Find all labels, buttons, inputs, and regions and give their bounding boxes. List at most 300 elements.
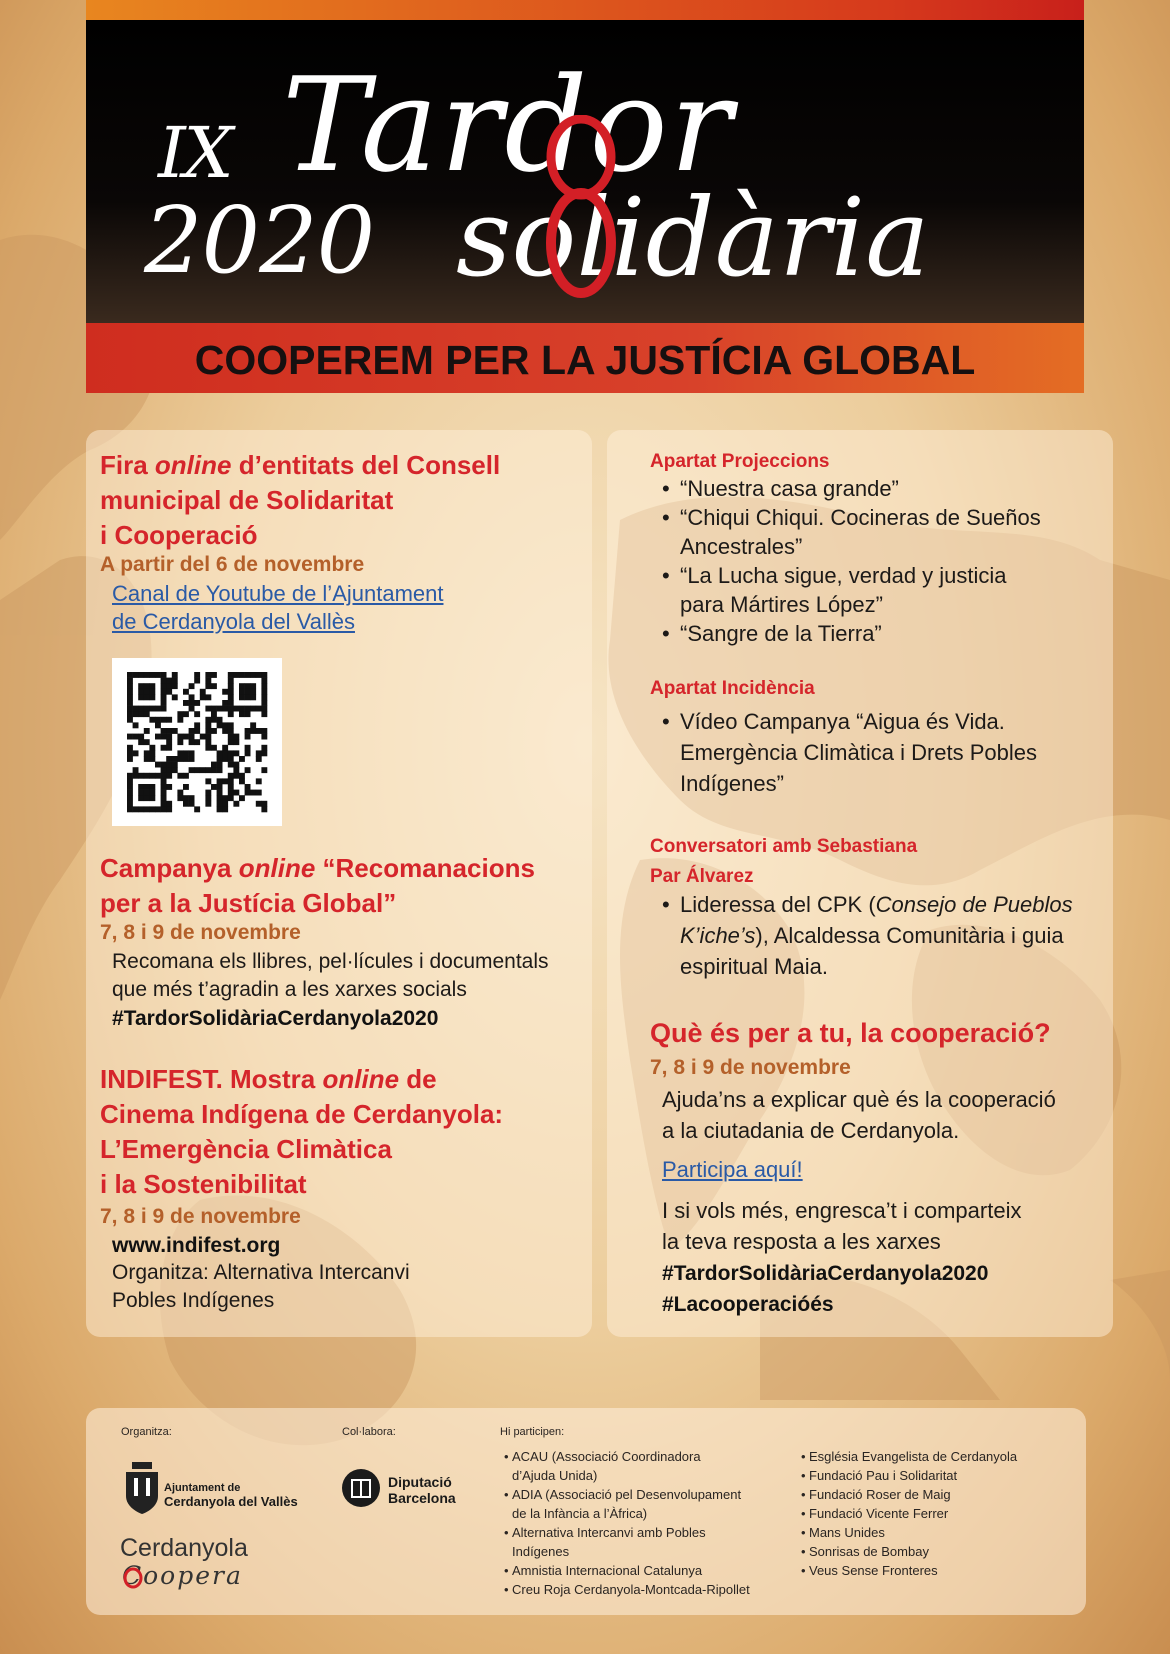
- campanya-text: [112, 948, 549, 1004]
- qr-module: [166, 689, 172, 695]
- qr-module: [172, 762, 178, 768]
- qr-module: [211, 762, 217, 768]
- qr-module: [138, 683, 144, 689]
- conversatori-italic: K’iche’s: [680, 923, 756, 948]
- qr-module: [261, 711, 267, 717]
- qr-module: [239, 672, 245, 678]
- qr-module: [149, 689, 155, 695]
- campanya-title: [100, 851, 535, 921]
- qr-module: [144, 750, 150, 756]
- edition-number: IX: [158, 112, 232, 194]
- conversatori-text: ), Alcaldessa Comunitària i guia: [755, 923, 1064, 948]
- qr-module: [127, 784, 133, 790]
- qr-module: [166, 683, 172, 689]
- qr-module: [172, 728, 178, 734]
- qr-module: [133, 706, 139, 712]
- title-word-solidaria: solidària: [456, 176, 930, 301]
- qr-module: [149, 706, 155, 712]
- qr-module: [149, 784, 155, 790]
- qr-module: [166, 728, 172, 734]
- qr-module: [245, 734, 251, 740]
- campanya-title-part: “Recomanacions: [315, 853, 535, 883]
- qr-module: [183, 711, 189, 717]
- qr-module: [149, 790, 155, 796]
- qr-module: [149, 694, 155, 700]
- qr-module: [200, 689, 206, 695]
- qr-module: [149, 672, 155, 678]
- qr-module: [222, 745, 228, 751]
- qr-module: [166, 806, 172, 812]
- indifest-title-line: L’Emergència Climàtica: [100, 1134, 392, 1164]
- ajuntament-crest-icon: [124, 1462, 160, 1516]
- qr-module: [228, 762, 234, 768]
- qr-module: [127, 717, 133, 723]
- qr-module: [205, 778, 211, 784]
- qr-module: [239, 778, 245, 784]
- incidencia-line: Indígenes”: [680, 771, 784, 796]
- qr-module: [149, 795, 155, 801]
- qr-module: [155, 773, 161, 779]
- qr-module: [161, 778, 167, 784]
- projeccio-item: [662, 503, 1041, 561]
- qr-module: [127, 700, 133, 706]
- qr-module: [183, 784, 189, 790]
- qr-module: [245, 790, 251, 796]
- qr-module: [233, 790, 239, 796]
- indifest-title-part: de: [399, 1064, 437, 1094]
- qr-module: [250, 689, 256, 695]
- qr-module: [217, 706, 223, 712]
- participant-item: de la Infància a l’Àfrica): [512, 1506, 648, 1521]
- qr-module: [228, 683, 234, 689]
- qr-module: [239, 706, 245, 712]
- participant-item: • Veus Sense Fronteres: [801, 1561, 1017, 1580]
- qr-module: [233, 773, 239, 779]
- qr-module: [161, 694, 167, 700]
- incidencia-line: Emergència Climàtica i Drets Pobles: [680, 740, 1038, 765]
- qr-module: [211, 784, 217, 790]
- qr-module: [217, 806, 223, 812]
- diputacio-emblem-icon: [341, 1468, 381, 1508]
- qr-module: [144, 806, 150, 812]
- qr-module: [194, 728, 200, 734]
- qr-module: [239, 683, 245, 689]
- qr-module: [189, 767, 195, 773]
- qr-module: [138, 739, 144, 745]
- cooperacio-hashtags: [662, 1258, 988, 1320]
- qr-module: [245, 672, 251, 678]
- qr-module: [189, 694, 195, 700]
- participa-link[interactable]: Participa aquí!: [662, 1157, 803, 1182]
- qr-module: [256, 672, 262, 678]
- cooperacio-text-line: Ajuda’ns a explicar què és la cooperació: [662, 1087, 1056, 1112]
- qr-module: [189, 734, 195, 740]
- qr-module: [250, 706, 256, 712]
- projeccio-line: “Chiqui Chiqui. Cocineras de Sueños: [680, 505, 1041, 530]
- qr-module: [205, 683, 211, 689]
- qr-module: [245, 728, 251, 734]
- participant-item: • Església Evangelista de Cerdanyola: [801, 1447, 1017, 1466]
- conversatori-italic: Consejo de Pueblos: [875, 892, 1073, 917]
- qr-module: [127, 683, 133, 689]
- conversatori-heading-line: Par Álvarez: [650, 866, 754, 887]
- qr-module: [261, 706, 267, 712]
- organizer-line: Pobles Indígenes: [112, 1289, 275, 1312]
- participants-column-1: [504, 1447, 750, 1599]
- qr-module: [211, 767, 217, 773]
- projeccio-line: para Mártires López”: [680, 592, 883, 617]
- qr-module: [261, 750, 267, 756]
- qr-module: [256, 750, 262, 756]
- incidencia-heading: Apartat Incidència: [650, 678, 815, 699]
- participant-item: d’Ajuda Unida): [512, 1468, 598, 1483]
- qr-module: [155, 672, 161, 678]
- qr-module: [183, 773, 189, 779]
- coopera-line1: Cerdanyola: [120, 1534, 248, 1562]
- qr-module: [166, 678, 172, 684]
- qr-module: [205, 694, 211, 700]
- qr-module: [138, 734, 144, 740]
- qr-module: [127, 750, 133, 756]
- qr-module: [127, 711, 133, 717]
- coopera-rings-icon: [120, 1562, 156, 1592]
- qr-module: [205, 790, 211, 796]
- qr-module: [233, 672, 239, 678]
- qr-module: [194, 672, 200, 678]
- diputacio-logo-text: [388, 1474, 456, 1506]
- qr-module: [144, 756, 150, 762]
- qr-module: [149, 745, 155, 751]
- qr-module: [261, 700, 267, 706]
- qr-module: [194, 806, 200, 812]
- qr-module: [161, 672, 167, 678]
- qr-module: [183, 734, 189, 740]
- slogan-banner: [86, 323, 1084, 393]
- qr-module: [189, 728, 195, 734]
- qr-module: [155, 717, 161, 723]
- conversatori-heading: [650, 832, 917, 892]
- qr-module: [189, 750, 195, 756]
- qr-module: [261, 734, 267, 740]
- qr-module: [161, 734, 167, 740]
- qr-module: [166, 801, 172, 807]
- qr-module: [211, 683, 217, 689]
- qr-module: [161, 678, 167, 684]
- qr-module: [228, 711, 234, 717]
- qr-module: [222, 706, 228, 712]
- qr-module: [138, 706, 144, 712]
- qr-code[interactable]: [112, 658, 282, 826]
- qr-module: [189, 706, 195, 712]
- qr-module: [161, 784, 167, 790]
- qr-code-image: [112, 658, 282, 826]
- qr-module: [211, 711, 217, 717]
- qr-module: [144, 773, 150, 779]
- qr-module: [138, 795, 144, 801]
- participant-item: • Creu Roja Cerdanyola-Montcada-Ripollet: [504, 1580, 750, 1599]
- qr-module: [127, 756, 133, 762]
- qr-module: [172, 767, 178, 773]
- qr-module: [211, 706, 217, 712]
- qr-module: [166, 745, 172, 751]
- fira-title-line: i Cooperació: [100, 520, 258, 550]
- qr-module: [127, 773, 133, 779]
- qr-module: [233, 739, 239, 745]
- qr-module: [245, 711, 251, 717]
- qr-module: [228, 700, 234, 706]
- participant-item: • Fundació Roser de Maig: [801, 1485, 1017, 1504]
- qr-module: [133, 672, 139, 678]
- qr-module: [144, 683, 150, 689]
- qr-module: [172, 672, 178, 678]
- qr-module: [205, 739, 211, 745]
- qr-module: [161, 767, 167, 773]
- campanya-hashtag: #TardorSolidàriaCerdanyola2020: [112, 1007, 439, 1030]
- qr-module: [205, 767, 211, 773]
- organitza-label: Organitza:: [121, 1426, 172, 1438]
- qr-module: [161, 689, 167, 695]
- qr-module: [144, 694, 150, 700]
- qr-module: [177, 717, 183, 723]
- participant-item: • ACAU (Associació Coordinadora: [504, 1447, 750, 1466]
- participant-item: • Alternativa Intercanvi amb Pobles: [504, 1523, 750, 1542]
- qr-module: [161, 717, 167, 723]
- qr-module: [228, 678, 234, 684]
- qr-module: [200, 767, 206, 773]
- qr-module: [250, 694, 256, 700]
- qr-module: [228, 784, 234, 790]
- qr-module: [144, 711, 150, 717]
- qr-module: [205, 722, 211, 728]
- qr-module: [205, 678, 211, 684]
- qr-module: [155, 734, 161, 740]
- organizer-line: Organitza: Alternativa Intercanvi: [112, 1261, 410, 1284]
- qr-module: [245, 750, 251, 756]
- campanya-title-part: Campanya: [100, 853, 239, 883]
- qr-module: [228, 778, 234, 784]
- qr-module: [133, 750, 139, 756]
- qr-module: [233, 734, 239, 740]
- qr-module: [256, 706, 262, 712]
- qr-module: [261, 767, 267, 773]
- qr-module: [233, 801, 239, 807]
- title-year: 2020: [144, 187, 375, 294]
- qr-module: [177, 734, 183, 740]
- participant-item: Indígenes: [512, 1544, 570, 1559]
- qr-module: [228, 773, 234, 779]
- qr-module: [161, 795, 167, 801]
- qr-module: [228, 790, 234, 796]
- qr-module: [161, 762, 167, 768]
- qr-module: [194, 739, 200, 745]
- qr-module: [155, 762, 161, 768]
- fira-title-part: d’entitats del Consell: [231, 450, 501, 480]
- qr-module: [217, 784, 223, 790]
- participen-label: Hi participen:: [500, 1426, 565, 1438]
- qr-module: [211, 672, 217, 678]
- projeccio-line: Ancestrales”: [680, 534, 803, 559]
- qr-module: [127, 734, 133, 740]
- qr-module: [127, 745, 133, 751]
- diputacio-line: Barcelona: [388, 1490, 456, 1506]
- qr-module: [233, 750, 239, 756]
- qr-module: [222, 689, 228, 695]
- fira-date: A partir del 6 de novembre: [100, 553, 365, 576]
- qr-module: [222, 806, 228, 812]
- campanya-title-line: per a la Justícia Global”: [100, 888, 397, 918]
- qr-module: [183, 801, 189, 807]
- qr-module: [217, 756, 223, 762]
- qr-module: [161, 806, 167, 812]
- qr-module: [155, 722, 161, 728]
- qr-module: [261, 694, 267, 700]
- qr-module: [166, 784, 172, 790]
- qr-module: [161, 745, 167, 751]
- qr-module: [245, 706, 251, 712]
- qr-module: [239, 795, 245, 801]
- qr-module: [161, 683, 167, 689]
- qr-module: [222, 778, 228, 784]
- qr-module: [233, 706, 239, 712]
- qr-module: [144, 795, 150, 801]
- qr-module: [245, 694, 251, 700]
- campanya-date: 7, 8 i 9 de novembre: [100, 921, 301, 944]
- qr-module: [189, 700, 195, 706]
- qr-module: [166, 739, 172, 745]
- participant-item: • Amnistia Internacional Catalunya: [504, 1561, 750, 1580]
- qr-module: [161, 706, 167, 712]
- qr-module: [172, 756, 178, 762]
- header-title-block: [86, 20, 1084, 323]
- title-word-tardor: Tardor: [282, 49, 734, 201]
- conversatori-text: Lideressa del CPK (: [680, 892, 876, 917]
- fira-title-online: online: [154, 450, 232, 480]
- qr-module: [155, 806, 161, 812]
- participant-item: • ADIA (Associació pel Desenvolupament: [504, 1485, 750, 1504]
- indifest-title-line: Cinema Indígena de Cerdanyola:: [100, 1099, 504, 1129]
- conversatori-heading-line: Conversatori amb Sebastiana: [650, 836, 918, 857]
- indifest-website[interactable]: www.indifest.org: [112, 1234, 281, 1257]
- fira-youtube-link[interactable]: [112, 580, 443, 636]
- qr-module: [245, 784, 251, 790]
- qr-module: [205, 795, 211, 801]
- qr-module: [239, 694, 245, 700]
- qr-module: [127, 678, 133, 684]
- participants-column-2: [801, 1447, 1017, 1580]
- qr-module: [194, 711, 200, 717]
- qr-module: [239, 773, 245, 779]
- qr-module: [138, 689, 144, 695]
- qr-module: [239, 689, 245, 695]
- qr-module: [228, 706, 234, 712]
- qr-module: [261, 745, 267, 751]
- hashtag: #Lacooperacióés: [662, 1293, 834, 1316]
- qr-module: [166, 734, 172, 740]
- qr-module: [217, 790, 223, 796]
- qr-module: [205, 717, 211, 723]
- participant-item: • Fundació Pau i Solidaritat: [801, 1466, 1017, 1485]
- qr-module: [261, 672, 267, 678]
- ajuntament-line: Cerdanyola del Vallès: [164, 1494, 298, 1509]
- qr-module: [217, 778, 223, 784]
- qr-module: [172, 678, 178, 684]
- qr-module: [205, 734, 211, 740]
- qr-module: [138, 711, 144, 717]
- qr-module: [211, 745, 217, 751]
- cooperacio-question-title: Què és per a tu, la cooperació?: [650, 1018, 1051, 1048]
- share-text: [662, 1195, 1021, 1257]
- ajuntament-logo-text: [164, 1482, 298, 1510]
- qr-module: [183, 795, 189, 801]
- qr-module: [205, 706, 211, 712]
- qr-module: [127, 806, 133, 812]
- qr-module: [261, 801, 267, 807]
- qr-module: [177, 795, 183, 801]
- qr-module: [161, 700, 167, 706]
- indifest-date: 7, 8 i 9 de novembre: [100, 1205, 301, 1228]
- qr-module: [127, 801, 133, 807]
- qr-module: [177, 750, 183, 756]
- qr-module: [138, 694, 144, 700]
- qr-module: [183, 689, 189, 695]
- qr-module: [155, 706, 161, 712]
- diputacio-line: Diputació: [388, 1474, 452, 1490]
- qr-module: [217, 795, 223, 801]
- qr-module: [222, 722, 228, 728]
- qr-module: [166, 773, 172, 779]
- qr-module: [245, 683, 251, 689]
- qr-module: [138, 806, 144, 812]
- fira-title-part: Fira: [100, 450, 155, 480]
- qr-module: [144, 784, 150, 790]
- qr-module: [228, 750, 234, 756]
- qr-module: [133, 773, 139, 779]
- qr-module: [183, 756, 189, 762]
- qr-module: [200, 734, 206, 740]
- qr-module: [189, 795, 195, 801]
- link-line[interactable]: Canal de Youtube de l’Ajuntament: [112, 581, 444, 606]
- qr-module: [256, 790, 262, 796]
- qr-module: [256, 756, 262, 762]
- qr-module: [177, 711, 183, 717]
- participant-item: • Sonrisas de Bombay: [801, 1542, 1017, 1561]
- qr-module: [228, 734, 234, 740]
- qr-module: [161, 790, 167, 796]
- qr-module: [194, 767, 200, 773]
- qr-module: [144, 672, 150, 678]
- qr-module: [222, 801, 228, 807]
- qr-module: [172, 694, 178, 700]
- qr-module: [144, 689, 150, 695]
- qr-module: [127, 790, 133, 796]
- qr-module: [217, 762, 223, 768]
- qr-module: [161, 773, 167, 779]
- qr-module: [256, 728, 262, 734]
- qr-module: [211, 717, 217, 723]
- qr-module: [138, 784, 144, 790]
- qr-module: [228, 756, 234, 762]
- indifest-title-line: i la Sostenibilitat: [100, 1169, 307, 1199]
- link-line[interactable]: de Cerdanyola del Vallès: [112, 609, 355, 634]
- top-color-strip: [86, 0, 1084, 20]
- slogan-text: COOPEREM PER LA JUSTÍCIA GLOBAL: [194, 337, 976, 383]
- qr-module: [127, 795, 133, 801]
- qr-module: [250, 683, 256, 689]
- qr-module: [127, 706, 133, 712]
- qr-module: [138, 672, 144, 678]
- qr-module: [245, 689, 251, 695]
- share-text-line: I si vols més, engresca’t i comparteix: [662, 1198, 1022, 1223]
